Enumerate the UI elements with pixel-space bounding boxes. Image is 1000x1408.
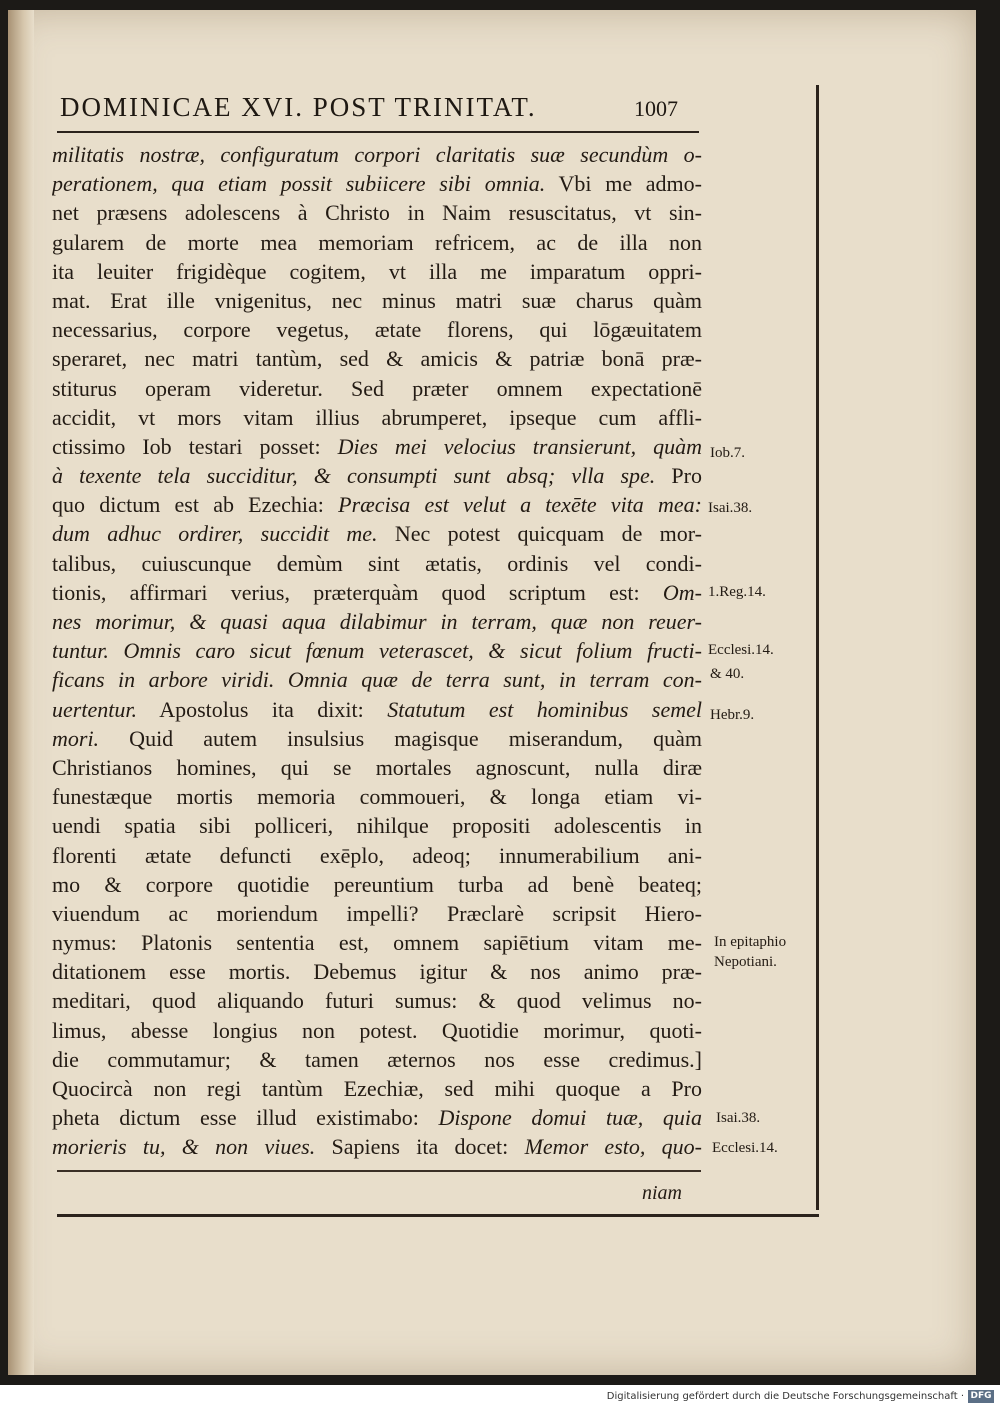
text-run: florenti ætate defuncti exēplo, adeoq; innumerabilium ani- — [52, 842, 702, 868]
text-line — [52, 257, 702, 286]
text-run: ita leuiter frigidèque cogitem, vt illa me imparatum oppri- — [52, 258, 702, 284]
text-line — [52, 490, 702, 519]
text-run: speraret, nec matri tantùm, sed & amicis & patriæ bonā præ- — [52, 346, 702, 372]
text-line — [52, 753, 702, 782]
page-binding-shadow — [8, 10, 34, 1375]
text-bottom-rule — [57, 1170, 701, 1172]
text-line — [52, 578, 702, 607]
text-line — [52, 1132, 702, 1161]
margin-note: Ecclesi.14. — [712, 1140, 778, 1156]
text-run: funestæque mortis memoria commoueri, & longa etiam vi- — [52, 784, 702, 810]
margin-note: & 40. — [710, 666, 745, 682]
text-line — [52, 899, 702, 928]
margin-note: In epitaphio — [714, 934, 787, 950]
running-head: DOMINICAE XVI. POST TRINITAT. — [60, 92, 537, 122]
text-line — [52, 403, 702, 432]
catchword: niam — [642, 1182, 682, 1204]
italic-quotation: Memor esto, quo- — [524, 1134, 702, 1160]
text-line — [52, 841, 702, 870]
text-line — [52, 724, 702, 753]
margin-note: 1.Reg.14. — [708, 584, 766, 600]
text-line — [52, 432, 702, 461]
text-line — [52, 986, 702, 1015]
italic-quotation: Præcisa est velut a texēte vita mea: — [338, 492, 702, 518]
text-line — [52, 1045, 702, 1074]
header-rule — [57, 131, 699, 133]
text-line — [52, 519, 702, 548]
italic-quotation: Statutum est hominibus semel — [387, 696, 702, 722]
text-run: nymus: Platonis sententia est, omnem sapiētium vitam me- — [52, 930, 702, 956]
text-run: viuendum ac moriendum impelli? Præclarè scripsit Hiero- — [52, 900, 702, 926]
text-run: talibus, cuiuscunque demùm sint ætatis, ordinis vel condi- — [52, 550, 702, 576]
text-line — [52, 315, 702, 344]
margin-note: Isai.38. — [708, 500, 753, 516]
text-run: limus, abesse longius non potest. Quotidie morimur, quoti- — [52, 1017, 702, 1043]
text-line — [52, 782, 702, 811]
italic-quotation: nes morimur, & quasi aqua dilabimur in terram, quæ non reuer- — [52, 609, 702, 634]
italic-quotation: Om- — [662, 579, 702, 605]
text-line — [52, 607, 702, 636]
margin-note: Hebr.9. — [710, 707, 755, 723]
page-number: 1007 — [634, 96, 678, 121]
text-line — [52, 344, 702, 373]
text-run: mat. Erat ille vnigenitus, nec minus matri suæ charus quàm — [52, 287, 702, 313]
text-run: stiturus operam videretur. Sed præter omnem expectationē — [52, 375, 702, 401]
text-line — [52, 374, 702, 403]
italic-quotation: dum adhuc ordirer, succidit me. — [52, 521, 378, 547]
text-run: die commutamur; & tamen æternos nos esse credimus.] — [52, 1046, 702, 1072]
margin-note: Iob.7. — [710, 445, 745, 461]
italic-quotation: à texente tela succiditur, & consumpti sunt absq; vlla spe. — [52, 463, 656, 489]
text-line — [52, 695, 702, 724]
italic-quotation: Dispone domui tuæ, quia — [438, 1105, 702, 1131]
text-run: ctissimo Iob testari posset: — [52, 433, 338, 459]
text-run: net præsens adolescens à Christo in Naim resuscitatus, vt sin- — [52, 200, 702, 226]
right-margin-rule — [816, 85, 819, 1210]
text-run: gularem de morte mea memoriam refricem, ac de illa non — [52, 229, 702, 255]
text-run: meditari, quod aliquando futuri sumus: & quod velimus no- — [52, 988, 702, 1014]
italic-quotation: morieris tu, & non viues. — [52, 1134, 316, 1160]
text-line — [52, 1103, 702, 1132]
text-run: uendi spatia sibi polliceri, nihilque propositi adolescentis in — [52, 813, 702, 839]
text-line — [52, 461, 702, 490]
text-line — [52, 928, 702, 957]
funding-credit: Digitalisierung gefördert durch die Deutsche Forschungsgemeinschaft · — [606, 1391, 964, 1402]
text-run: Nec potest quicquam de mor- — [377, 521, 702, 547]
margin-note: Ecclesi.14. — [708, 642, 774, 658]
margin-note: Isai.38. — [716, 1110, 761, 1126]
text-line — [52, 169, 702, 198]
text-line — [52, 811, 702, 840]
text-line — [52, 286, 702, 315]
text-run: Vbi me admo- — [545, 171, 702, 197]
text-run: tionis, affirmari verius, præterquàm quod scriptum est: — [52, 579, 663, 605]
italic-quotation: tuntur. Omnis caro sicut fœnum veterascet, & sicut folium fructi- — [52, 638, 702, 664]
text-line — [52, 957, 702, 986]
text-line — [52, 140, 702, 169]
italic-quotation: uertentur. — [52, 696, 137, 722]
text-run: Quid autem insulsius magisque miserandum, quàm — [99, 725, 702, 751]
text-run: quo dictum est ab Ezechia: — [52, 492, 339, 518]
text-run: Sapiens ita docet: — [315, 1134, 525, 1160]
italic-quotation: ficans in arbore viridi. Omnia quæ de terra sunt, in terram con- — [52, 667, 702, 693]
body-text — [52, 140, 702, 1162]
text-run: accidit, vt mors vitam illius abrumperet, ipseque cum affli- — [52, 404, 702, 430]
text-line — [52, 665, 702, 694]
italic-quotation: mori. — [52, 725, 100, 751]
text-run: mo & corpore quotidie pereuntium turba ad benè beateq; — [52, 871, 702, 897]
text-line — [52, 1016, 702, 1045]
margin-note: Nepotiani. — [714, 954, 777, 970]
text-run: necessarius, corpore vegetus, ætate florens, qui lōgæuitatem — [52, 317, 702, 343]
text-line — [52, 1074, 702, 1103]
text-run: Quocircà non regi tantùm Ezechiæ, sed mihi quoque a Pro — [52, 1076, 702, 1101]
page-bottom-rule — [57, 1214, 819, 1217]
text-run: pheta dictum esse illud existimabo: — [52, 1105, 439, 1131]
dfg-logo: DFG — [968, 1390, 994, 1403]
text-line — [52, 228, 702, 257]
italic-quotation: perationem, qua etiam possit subiicere sibi omnia. — [52, 171, 546, 197]
text-run: Christianos homines, qui se mortales agnoscunt, nulla diræ — [52, 754, 702, 780]
text-line — [52, 549, 702, 578]
italic-quotation: Dies mei velocius transierunt, quàm — [337, 433, 702, 459]
italic-quotation: militatis nostræ, configuratum corpori claritatis suæ secundùm o- — [52, 142, 702, 167]
text-run: ditationem esse mortis. Debemus igitur & nos animo præ- — [52, 959, 702, 985]
text-line — [52, 636, 702, 665]
text-line — [52, 198, 702, 227]
text-line — [52, 870, 702, 899]
text-run: Pro — [655, 463, 702, 489]
text-run: Apostolus ita dixit: — [136, 696, 388, 722]
